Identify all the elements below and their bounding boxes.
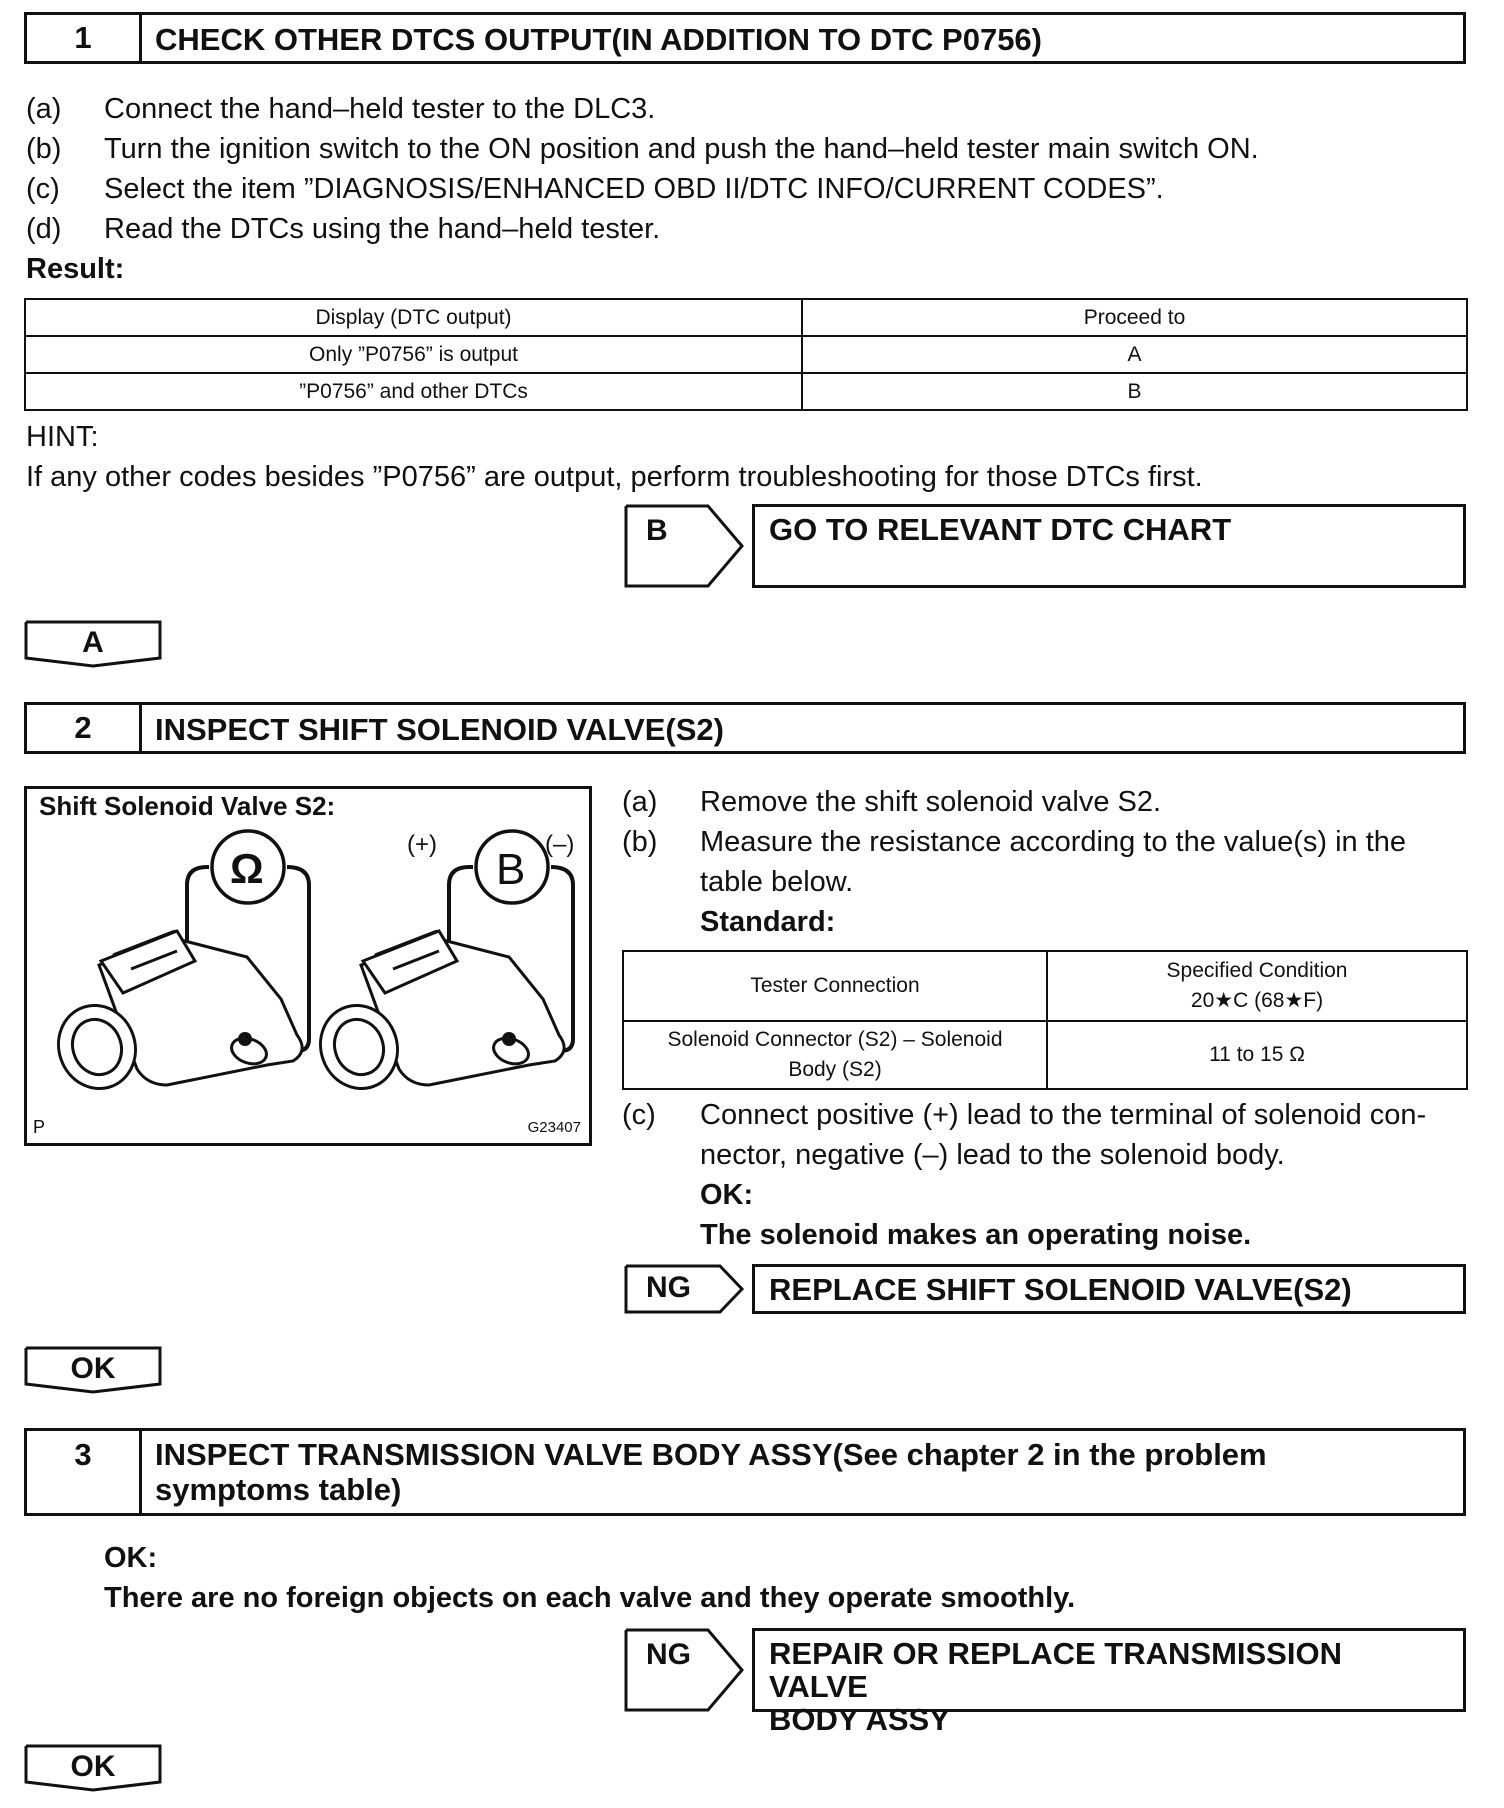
branch-ng-tag: NG	[646, 1271, 691, 1304]
branch-ng-action-line2: BODY ASSY	[769, 1702, 950, 1737]
item-text: Connect the hand–held tester to the DLC3.	[104, 93, 656, 125]
tag-label: A	[82, 626, 104, 659]
step-2-item-c	[622, 1099, 1427, 1132]
item-label: (b)	[26, 133, 62, 165]
table-row	[25, 373, 1467, 410]
next-step-tag-a	[24, 620, 162, 668]
item-label: (d)	[26, 213, 62, 245]
item-label: (a)	[26, 93, 62, 125]
step-2-number: 2	[27, 705, 142, 751]
step-1-item-a	[26, 93, 656, 126]
spec-cell-condition: 11 to 15 Ω	[1047, 1021, 1467, 1089]
table-row	[25, 336, 1467, 373]
step-2-header	[24, 702, 1466, 754]
solenoid-valve-diagram-icon	[27, 789, 589, 1143]
step-3-ok-label: OK:	[104, 1542, 158, 1574]
arrow-right-icon	[624, 504, 746, 588]
branch-b-action: GO TO RELEVANT DTC CHART	[769, 512, 1232, 547]
item-text: Read the DTCs using the hand–held tester.	[104, 213, 661, 245]
table-row	[623, 1021, 1467, 1089]
item-label: (c)	[622, 1099, 656, 1131]
hint-text: If any other codes besides ”P0756” are output, perform troubleshooting for those DTCs first.	[26, 461, 1203, 493]
item-label: (a)	[622, 786, 658, 818]
branch-b-arrow	[624, 504, 746, 588]
replace-shift-solenoid-valve[interactable]	[752, 1264, 1466, 1314]
minus-label: (–)	[545, 831, 575, 858]
spec-connection-line2: Body (S2)	[788, 1058, 882, 1081]
figure-caption: Shift Solenoid Valve S2:	[39, 791, 336, 821]
item-text: Turn the ignition switch to the ON position and push the hand–held tester main switch ON.	[104, 133, 1259, 165]
figure-id: G23407	[527, 1119, 581, 1136]
step-2-item-b-cont: table below.	[700, 866, 854, 898]
spec-header-condition-line1: Specified Condition	[1166, 959, 1348, 982]
repair-or-replace-valve-body[interactable]	[752, 1628, 1466, 1737]
item-text: Remove the shift solenoid valve S2.	[700, 786, 1162, 818]
step-1-header	[24, 12, 1466, 64]
figure-corner-label: P	[33, 1117, 46, 1137]
solenoid-figure	[24, 786, 592, 1146]
branch-ng-arrow	[624, 1264, 746, 1314]
item-label: (b)	[622, 826, 658, 858]
step-3-number: 3	[27, 1431, 142, 1513]
ohm-symbol: Ω	[230, 845, 264, 892]
step-2-title: INSPECT SHIFT SOLENOID VALVE(S2)	[155, 712, 724, 747]
step-3-ok-text: There are no foreign objects on each valve and they operate smoothly.	[104, 1582, 1076, 1614]
item-text: Measure the resistance according to the value(s) in the	[700, 826, 1407, 858]
step-2-item-b	[622, 826, 1407, 859]
standard-label: Standard:	[700, 906, 836, 938]
step-2-item-a	[622, 786, 1162, 819]
hint-label: HINT:	[26, 421, 99, 453]
battery-symbol: B	[496, 845, 526, 894]
step-3-header	[24, 1428, 1466, 1516]
step-2-ok-label: OK:	[700, 1179, 754, 1211]
spec-header-connection: Tester Connection	[623, 951, 1047, 1021]
step-1-item-d	[26, 213, 661, 246]
result-label: Result:	[26, 253, 125, 285]
table-cell: ”P0756” and other DTCs	[25, 373, 802, 410]
step-1-item-b	[26, 133, 1259, 166]
step-2-ok-text: The solenoid makes an operating noise.	[700, 1219, 1252, 1251]
tag-label: OK	[70, 1750, 116, 1783]
table-header-proceed: Proceed to	[802, 299, 1467, 336]
step-2-item-c-cont: nector, negative (–) lead to the solenoid body.	[700, 1139, 1285, 1171]
table-cell: Only ”P0756” is output	[25, 336, 802, 373]
branch-b-tag: B	[646, 514, 668, 547]
spec-connection-line1: Solenoid Connector (S2) – Solenoid	[667, 1028, 1003, 1051]
branch-ng-action-line1: REPAIR OR REPLACE TRANSMISSION VALVE	[769, 1636, 1342, 1704]
tag-label: OK	[70, 1352, 116, 1385]
item-text: Select the item ”DIAGNOSIS/ENHANCED OBD II/DTC INFO/CURRENT CODES”.	[104, 173, 1164, 205]
step-3-title-line1: INSPECT TRANSMISSION VALVE BODY ASSY(See chapter 2 in the problem	[155, 1437, 1267, 1472]
spec-table	[622, 950, 1468, 1090]
table-cell: B	[802, 373, 1467, 410]
go-to-relevant-dtc-chart[interactable]	[752, 504, 1466, 588]
step-3-title-line2: symptoms table)	[155, 1472, 402, 1507]
item-text: Connect positive (+) lead to the terminal of solenoid con-	[700, 1099, 1427, 1131]
step-1-title: CHECK OTHER DTCS OUTPUT(IN ADDITION TO DTC P0756)	[155, 22, 1042, 57]
item-label: (c)	[26, 173, 60, 205]
branch-ng-action: REPLACE SHIFT SOLENOID VALVE(S2)	[769, 1272, 1352, 1307]
spec-cell-connection	[623, 1021, 1047, 1089]
result-table	[24, 298, 1468, 411]
step-1-number: 1	[27, 15, 142, 61]
branch-ng-tag: NG	[646, 1638, 691, 1671]
next-step-tag-ok	[24, 1744, 162, 1792]
table-header-display: Display (DTC output)	[25, 299, 802, 336]
branch-ng-arrow	[624, 1628, 746, 1712]
step-3-title	[155, 1437, 1453, 1507]
table-cell: A	[802, 336, 1467, 373]
next-step-tag-ok	[24, 1346, 162, 1394]
step-1-item-c	[26, 173, 1164, 206]
plus-label: (+)	[407, 831, 437, 858]
spec-header-condition	[1047, 951, 1467, 1021]
spec-header-condition-line2: 20★C (68★F)	[1190, 989, 1324, 1012]
